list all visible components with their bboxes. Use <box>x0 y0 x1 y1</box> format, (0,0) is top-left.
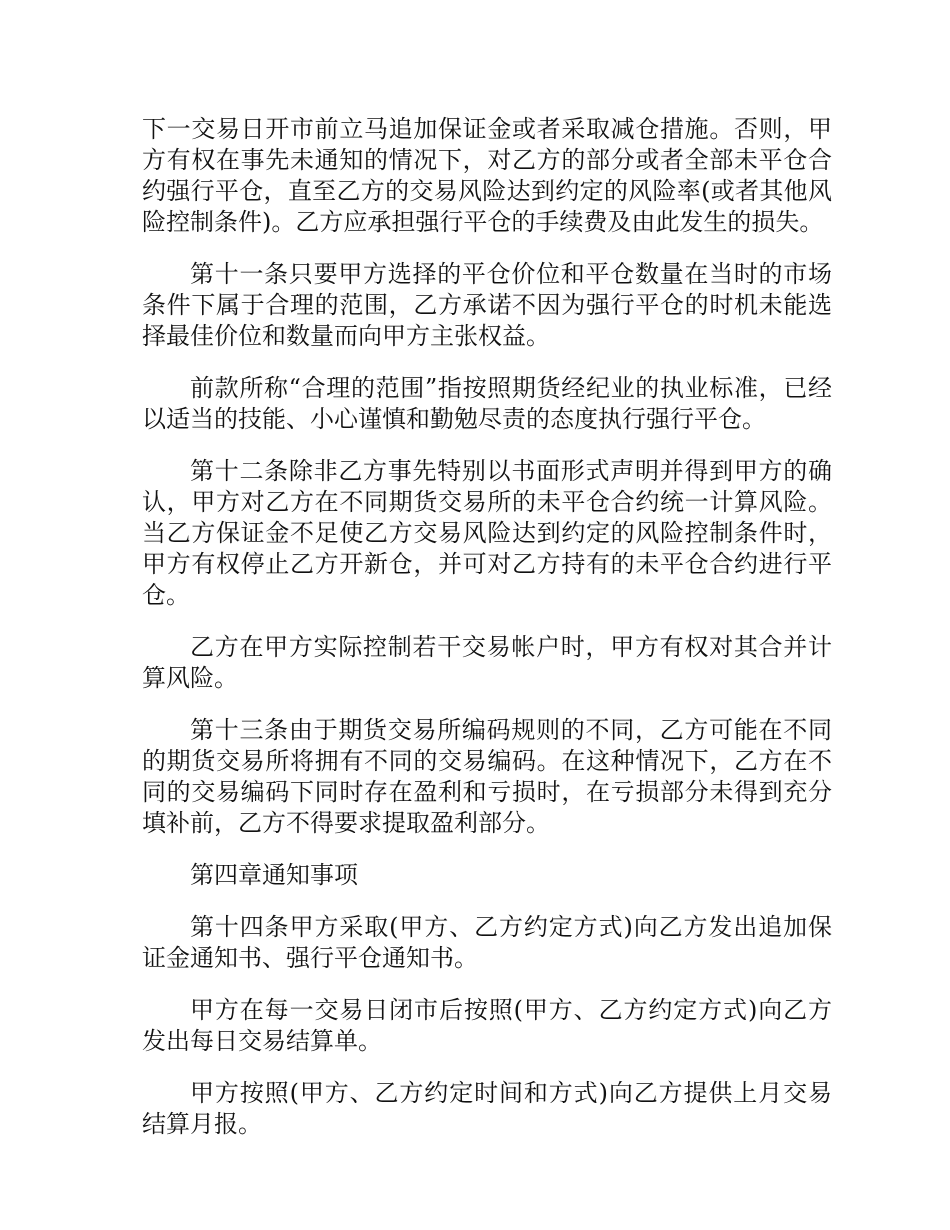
paragraph-article-14: 第十四条甲方采取(甲方、乙方约定方式)向乙方发出追加保证金通知书、强行平仓通知书。 <box>142 913 832 972</box>
paragraph-article-12: 第十二条除非乙方事先特别以书面形式声明并得到甲方的确认，甲方对乙方在不同期货交易所的未平仓合约统一计算风险。当乙方保证金不足使乙方交易风险达到约定的风险控制条件时，甲方有权停止乙方开新仓，并可对乙方持有的未平仓合约进行平仓。 <box>142 457 832 609</box>
paragraph-article-13: 第十三条由于期货交易所编码规则的不同，乙方可能在不同的期货交易所将拥有不同的交易编码。在这种情况下，乙方在不同的交易编码下同时存在盈利和亏损时，在亏损部分未得到充分填补前，乙方不得要求提取盈利部分。 <box>142 716 832 837</box>
paragraph-monthly-report: 甲方按照(甲方、乙方约定时间和方式)向乙方提供上月交易结算月报。 <box>142 1079 832 1138</box>
paragraph-combined-risk: 乙方在甲方实际控制若干交易帐户时，甲方有权对其合并计算风险。 <box>142 633 832 692</box>
paragraph-daily-statement: 甲方在每一交易日闭市后按照(甲方、乙方约定方式)向乙方发出每日交易结算单。 <box>142 996 832 1055</box>
document-body <box>142 114 832 1161</box>
paragraph-1: 下一交易日开市前立马追加保证金或者采取减仓措施。否则，甲方有权在事先未通知的情况下，对乙方的部分或者全部未平仓合约强行平仓，直至乙方的交易风险达到约定的风险率(或者其他风险控制条件)。乙方应承担强行平仓的手续费及由此发生的损失。 <box>142 115 832 236</box>
chapter-heading: 第四章通知事项 <box>190 861 358 889</box>
paragraph-reasonable-range: 前款所称“合理的范围”指按照期货经纪业的执业标准，已经以适当的技能、小心谨慎和勤勉尽责的态度执行强行平仓。 <box>142 374 832 433</box>
paragraph-article-11: 第十一条只要甲方选择的平仓价位和平仓数量在当时的市场条件下属于合理的范围，乙方承诺不因为强行平仓的时机未能选择最佳价位和数量而向甲方主张权益。 <box>142 260 832 350</box>
